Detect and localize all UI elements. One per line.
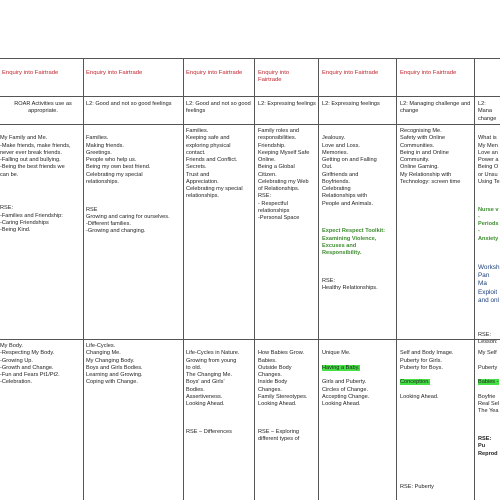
- header-col3: Enquiry into Fairtrade: [186, 70, 243, 76]
- row2-col6-highlight: Conception.: [400, 379, 430, 386]
- row2-col5-rest: Girls and Puberty. Circles of Change. Accepting Change. Looking Ahead.: [322, 379, 370, 408]
- grid-line-col3: [254, 58, 255, 500]
- row1-col2-topics: Families. Making friends. Greetings. People who help us. Being my own best friend. Celebrating my special relationships.: [86, 135, 151, 185]
- row1-col1: [0, 128, 83, 242]
- row1-col7-topics: What is My Men Love an Power a Being O or Unsu Using Te: [478, 135, 500, 185]
- row1-col7-nurse: Nurse v -Periods -Anxiety: [478, 206, 499, 242]
- row1-col2: [86, 128, 183, 243]
- header-col4-line1: Enquiry into: [258, 70, 290, 76]
- subrow-col6: L2: Managing challenge and change: [400, 101, 471, 115]
- row2-col5-line1: Unique Me.: [322, 350, 351, 357]
- row2-col6-rse: RSE: Puberty: [400, 483, 434, 490]
- row2-col7: [478, 343, 500, 465]
- header-col2: Enquiry into Fairtrade: [86, 70, 143, 76]
- row2-col4: [258, 343, 318, 500]
- header-col4: [258, 70, 318, 85]
- row1-col4: Family roles and responsibilities. Friendship. Keeping Myself Safe Online. Being a Global Citizen. Celebrating my Web of Relationships. RSE: - Respectful relationships -Personal Space: [258, 128, 310, 222]
- row2-col3-rse: RSE – Differences: [186, 428, 232, 435]
- header-col1: Enquiry into Fairtrade: [2, 70, 59, 76]
- row2-col4-rse: RSE – Exploring different types of: [258, 428, 300, 443]
- row2-col2: Life-Cycles. Changing Me. My Changing Body. Boys and Girls Bodies. Learning and Growing. Coping with Change.: [86, 343, 143, 386]
- grid-line-col1: [83, 58, 84, 500]
- row2-col7-rse: RSE: Pu Reprod: [478, 436, 498, 457]
- grid-line-col5: [396, 58, 397, 500]
- row1-col7-rse: RSE: Lesson:: [478, 331, 498, 345]
- header-col4-line2: Fairtrade: [258, 77, 282, 84]
- row1-col1-rse: RSE: -Families and Friendship: -Caring Friendships -Being Kind.: [0, 205, 63, 234]
- row2-col6: [400, 343, 474, 500]
- row2-col5-highlight: Having a Baby.: [322, 364, 360, 371]
- subrow-col1: ROAR Activities use as appropriate.: [14, 101, 72, 115]
- grid-line-col2: [183, 58, 184, 500]
- subrow-col7: L2: Mana change: [478, 101, 497, 122]
- row2-col6-top: Self and Body Image. Puberty for Girls. Puberty for Boys.: [400, 350, 454, 371]
- row2-col3: [186, 343, 253, 443]
- subrow-col5: L2: Expressing feelings: [322, 101, 380, 107]
- row1-col5: [322, 128, 396, 300]
- grid-line-header-bottom: [0, 96, 500, 97]
- grid-line-col4: [318, 58, 319, 500]
- row2-col7-highlight: Babies -: [478, 379, 499, 386]
- row2-col1: My Body. -Respecting My Body. -Growing Up. -Growth and Change. -Fun and Fears Pt1/Pt2. -Celebration.: [0, 343, 60, 386]
- grid-line-col6: [474, 58, 475, 500]
- grid-line-subrow-bottom: [0, 124, 500, 125]
- row2-col7-l3: Boyfrie Real Sel The Yea: [478, 393, 500, 415]
- row2-col4-topics: How Babies Grow. Babies. Outside Body Changes. Inside Body Changes. Family Stereotypes. Looking Ahead.: [258, 350, 308, 408]
- row2-col7-l1: My Self: [478, 350, 497, 357]
- subrow-col3: L2: Good and not so good feelings: [186, 101, 251, 115]
- subrow-col4: L2: Expressing feelings: [258, 101, 316, 107]
- row2-col5: [322, 343, 396, 416]
- row1-col7-workshop-label: [478, 264, 500, 306]
- grid-line-top: [0, 58, 500, 59]
- row2-col7-l2: Puberty: [478, 364, 498, 371]
- row2-col3-topics: Life-Cycles in Nature. Growing from young to old. The Changing Me. Boys' and Girls' Bodies. Assertiveness. Looking Ahead.: [186, 350, 240, 408]
- grid-line-row1-bottom: [0, 339, 500, 340]
- row1-col3: Families. Keeping safe and exploring physical contact. Friends and Conflict. Secrets. Trust and Appreciation. Celebrating my special relationships.: [186, 128, 243, 200]
- subrow-col2: L2: Good and not so good feelings: [86, 101, 172, 107]
- row2-col6-after: Looking Ahead.: [400, 393, 439, 400]
- row1-col5-toolkit: Expect Respect Toolkit: Examining Violence, Excuses and Responsibility.: [322, 228, 385, 257]
- row1-col7: [478, 128, 500, 353]
- row1-col7-workshop: Worksh Pan Ma Exploit and onl: [478, 263, 500, 304]
- row1-col5-topics: Jealousy. Love and Loss. Memories. Getting on and Falling Out. Girlfriends and Boyfriends. Celebrating Relationships with People and Animals.: [322, 135, 377, 207]
- row1-col2-rse: RSE Growing and caring for ourselves. -Different families. -Growing and changing.: [86, 206, 170, 235]
- row1-col6: Recognising Me. Safety with Online Communities. Being in and Online Community. Online Gaming. My Relationship with Technology: screen time: [400, 128, 461, 185]
- row1-col1-topics: My Family and Me. -Make friends, make friends, never ever break friends. -Falling out and bullying. -Being the best friends we can be.: [0, 135, 71, 178]
- row1-col5-rse: RSE: Healthy Relationships.: [322, 278, 378, 292]
- header-col6: Enquiry into Fairtrade: [400, 70, 457, 76]
- header-col5: Enquiry into Fairtrade: [322, 70, 379, 76]
